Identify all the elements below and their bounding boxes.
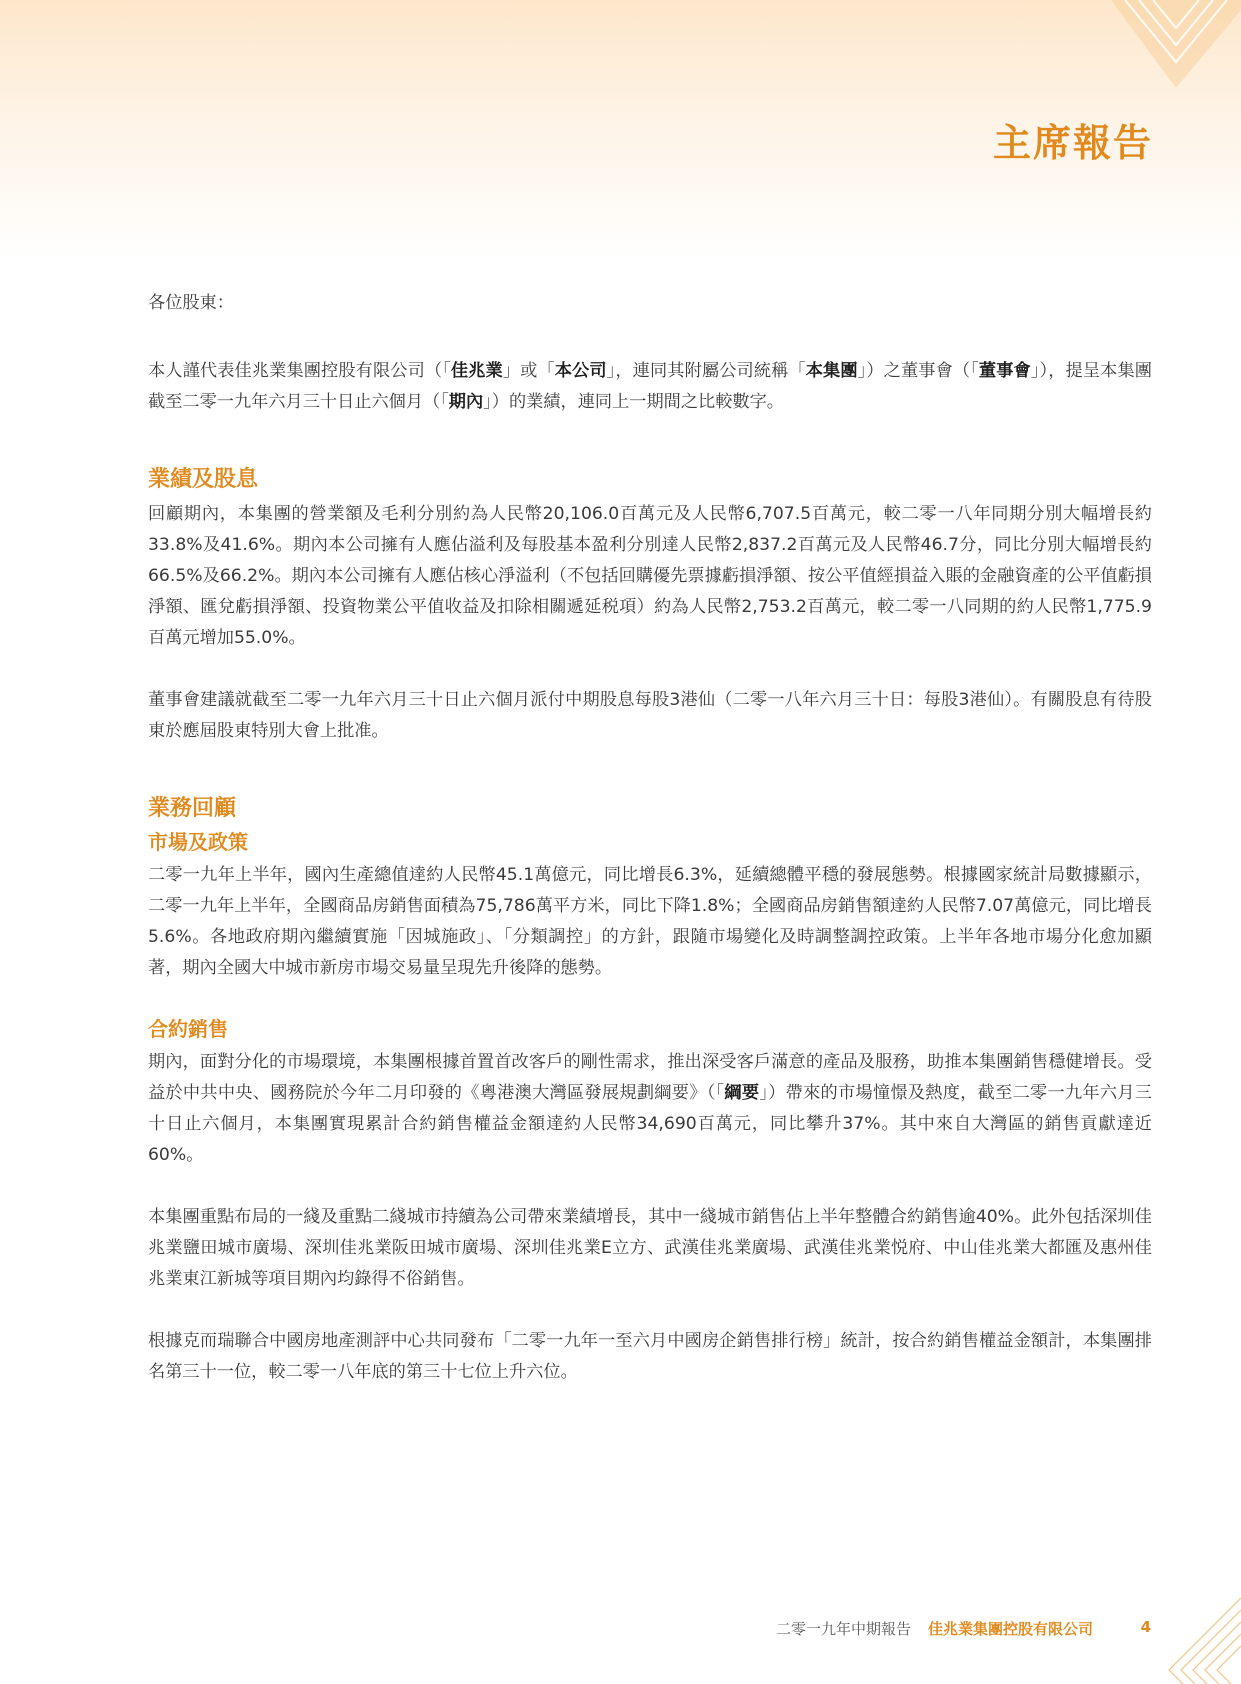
- corner-lines-decoration: [1161, 1584, 1241, 1684]
- section-heading-results: 業績及股息: [148, 467, 259, 492]
- dividend-paragraph: 董事會建議就截至二零一九年六月三十日止六個月派付中期股息每股3港仙（二零一八年六月三十日：每股3港仙）。有關股息有待股東於應屆股東特別大會上批准。: [148, 690, 1152, 741]
- page-number: 4: [1140, 1618, 1151, 1636]
- subheading-market-policy: 市場及政策: [148, 830, 248, 854]
- page-title: 主席報告: [992, 121, 1153, 165]
- sales-text: 期內，面對分化的市場環境，本集團根據首置首改客戶的剛性需求，推出深受客戶滿意的產品及服務，助推本集團銷售穩健增長。受益於中共中央、國務院於今年二月印發的《粵港澳大灣區發展規劃綱要》（「: [148, 1052, 1152, 1103]
- market-paragraph: 二零一九年上半年，國內生產總值達約人民幣45.1萬億元，同比增長6.3%，延續總體平穩的發展態勢。根據國家統計局數據顯示，二零一九年上半年，全國商品房銷售面積為75,786萬平方米，同比下降1.8%；全國商品房銷售額達約人民幣7.07萬億元，同比增長5.6%。各地政府期內繼續實施「因城施政」、「分類調控」的方針，跟隨市場變化及時調整調控政策。上半年各地市場分化愈加顯著，期內全國大中城市新房市場交易量呈現先升後降的態勢。: [148, 865, 1152, 978]
- report-body: [148, 288, 1152, 1388]
- sales-paragraph-2: 本集團重點布局的一綫及重點二綫城市持續為公司帶來業績增長，其中一綫城市銷售佔上半年整體合約銷售逾40%。此外包括深圳佳兆業鹽田城市廣場、深圳佳兆業阪田城市廣場、深圳佳兆業E立方、武漢佳兆業廣場、武漢佳兆業悦府、中山佳兆業大都匯及惠州佳兆業東江新城等項目期內均錄得不俗銷售。: [148, 1207, 1152, 1289]
- subheading-contracted-sales: 合約銷售: [148, 1017, 228, 1041]
- intro-term-kaisa: 佳兆業: [450, 361, 503, 381]
- results-paragraph: 回顧期內，本集團的營業額及毛利分別約為人民幣20,106.0百萬元及人民幣6,707.5百萬元，較二零一八年同期分別大幅增長約33.8%及41.6%。期內本公司擁有人應佔溢利及每股基本盈利分別達人民幣2,837.2百萬元及人民幣46.7分，同比分別大幅增長約66.5%及66.2%。期內本公司擁有人應佔核心淨溢利（不包括回購優先票據虧損淨額、按公平值經損益入賬的金融資產的公平值虧損淨額、匯兌虧損淨額、投資物業公平值收益及扣除相關遞延税項）約為人民幣2,753.2百萬元，較二零一八同期的約人民幣1,775.9百萬元增加55.0%。: [148, 504, 1152, 648]
- footer-report-name: 二零一九年中期報告: [775, 1620, 911, 1638]
- corner-chevron-decoration: [1091, 0, 1241, 90]
- intro-paragraph: [148, 356, 1152, 418]
- intro-term-group: 本集團: [805, 361, 858, 381]
- sales-term-outline: 綱要: [724, 1083, 760, 1103]
- intro-text: 」，連同其附屬公司統稱「: [606, 361, 806, 381]
- sales-paragraph-3: 根據克而瑞聯合中國房地產測評中心共同發布「二零一九年一至六月中國房企銷售排行榜」統計，按合約銷售權益金額計，本集團排名第三十一位，較二零一八年底的第三十七位上升六位。: [148, 1331, 1152, 1382]
- sales-paragraph-1: [148, 1047, 1152, 1171]
- intro-text: 」）的業績，連同上一期間之比較數字。: [483, 392, 784, 412]
- intro-term-period: 期內: [448, 392, 484, 412]
- footer-company-name: 佳兆業集團控股有限公司: [927, 1620, 1093, 1638]
- intro-term-company: 本公司: [554, 361, 607, 381]
- intro-term-board: 董事會: [978, 361, 1031, 381]
- page-footer: [0, 1618, 1241, 1644]
- intro-text: 」）之董事會（「: [857, 361, 979, 381]
- intro-text: 」），提呈本集團截至二零一九年六月三十日止六個月（「: [148, 361, 1152, 412]
- intro-text: 本人謹代表佳兆業集團控股有限公司（「: [148, 361, 451, 381]
- section-heading-business-review: 業務回顧: [148, 796, 237, 821]
- greeting: 各位股東：: [148, 293, 234, 313]
- sales-text: 」）帶來的市場憧憬及熱度，截至二零一九年六月三十日止六個月，本集團實現累計合約銷售權益金額達約人民幣34,690百萬元，同比攀升37%。其中來自大灣區的銷售貢獻達近60%。: [148, 1083, 1152, 1165]
- intro-text: 」或「: [502, 361, 555, 381]
